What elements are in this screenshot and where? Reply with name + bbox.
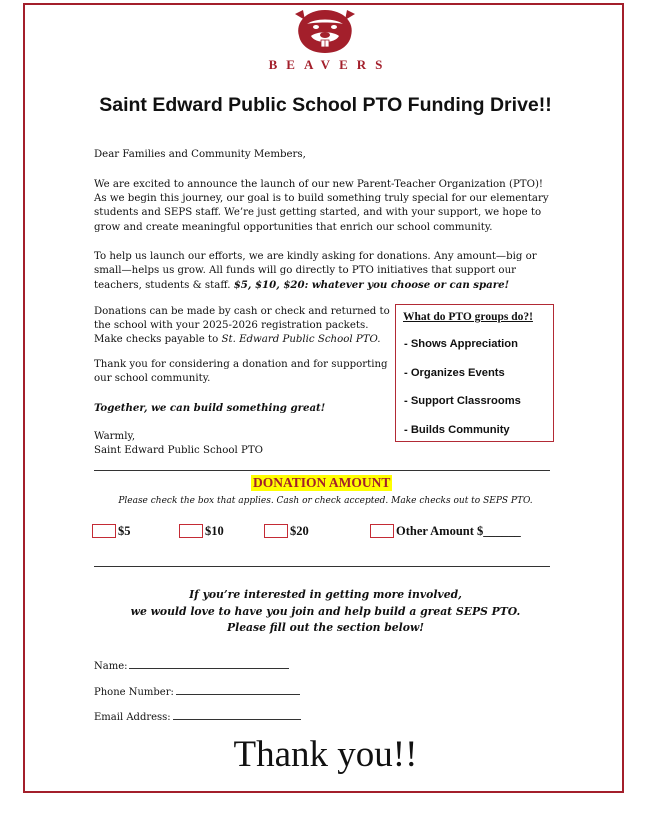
name-field[interactable] (94, 658, 289, 672)
checkbox[interactable] (179, 524, 203, 538)
donation-option-5[interactable] (92, 523, 131, 539)
donation-option-20[interactable] (264, 523, 309, 539)
option-label: Other Amount $______ (396, 523, 521, 538)
phone-label: Phone Number: (94, 687, 174, 698)
divider (94, 566, 550, 567)
beaver-logo-icon (289, 6, 361, 56)
donate-info-paragraph (94, 305, 394, 348)
closing: Warmly, (94, 431, 136, 442)
pto-box-item: - Support Classrooms (404, 395, 521, 407)
email-line[interactable] (173, 709, 301, 720)
intro-paragraph: We are excited to announce the launch of our new Parent-Teacher Organization (PTO)! As we begin this journey, our goal is to build something truly special for our elementary students and SEPS staff. We’re just getting started, and with your support, we hope to grow and create meaningful opportunities that enrich our school community. (94, 179, 549, 233)
involvement-line: we would love to have you join and help build a great SEPS PTO. (130, 604, 521, 618)
phone-field[interactable] (94, 684, 300, 698)
brand-name: BEAVERS (268, 57, 392, 72)
phone-line[interactable] (176, 684, 300, 695)
pto-box-heading: What do PTO groups do?! (403, 311, 533, 323)
pto-box-item: - Organizes Events (404, 367, 505, 379)
donate-info-text: Donations can be made by cash or check and returned to the school with your 2025-2026 registration packets. Make checks payable to (94, 306, 390, 346)
name-line[interactable] (129, 658, 289, 669)
email-field[interactable] (94, 709, 301, 723)
involvement-line: If you’re interested in getting more involved, (189, 588, 462, 601)
together-line: Together, we can build something great! (94, 402, 326, 414)
name-label: Name: (94, 661, 128, 672)
checkbox[interactable] (264, 524, 288, 538)
donate-payee: St. Edward Public School PTO. (221, 334, 381, 346)
donation-heading: DONATION AMOUNT (253, 475, 391, 490)
pto-box-item: - Shows Appreciation (404, 338, 518, 350)
signature: Saint Edward Public School PTO (94, 445, 263, 456)
donation-option-other[interactable] (370, 523, 521, 539)
involvement-line: Please fill out the section below! (226, 621, 425, 634)
checkbox[interactable] (370, 524, 394, 538)
page-title: Saint Edward Public School PTO Funding Drive!! (99, 94, 552, 116)
checkbox[interactable] (92, 524, 116, 538)
involvement-message (0, 587, 651, 637)
ask-paragraph (94, 250, 556, 294)
divider (94, 470, 550, 471)
donation-option-10[interactable] (179, 523, 224, 539)
thank-you-heading: Thank you!! (233, 734, 418, 775)
ask-highlight: $5, $10, $20: whatever you choose or can spare! (233, 279, 510, 292)
thanks-paragraph: Thank you for considering a donation and for supporting our school community. (94, 359, 388, 385)
pto-info-box (395, 304, 554, 442)
pto-box-item: - Builds Community (404, 424, 510, 436)
option-label: $5 (118, 523, 131, 538)
option-label: $10 (205, 523, 224, 538)
ask-text: To help us launch our efforts, we are kindly asking for donations. Any amount—big or small—helps us grow. All funds will go directly to PTO initiatives that support our teachers, students & staff. (94, 251, 537, 292)
donation-instructions: Please check the box that applies. Cash or check accepted. Make checks out to SEPS PTO. (118, 496, 533, 506)
email-label: Email Address: (94, 712, 171, 723)
greeting: Dear Families and Community Members, (94, 149, 306, 160)
option-label: $20 (290, 523, 309, 538)
